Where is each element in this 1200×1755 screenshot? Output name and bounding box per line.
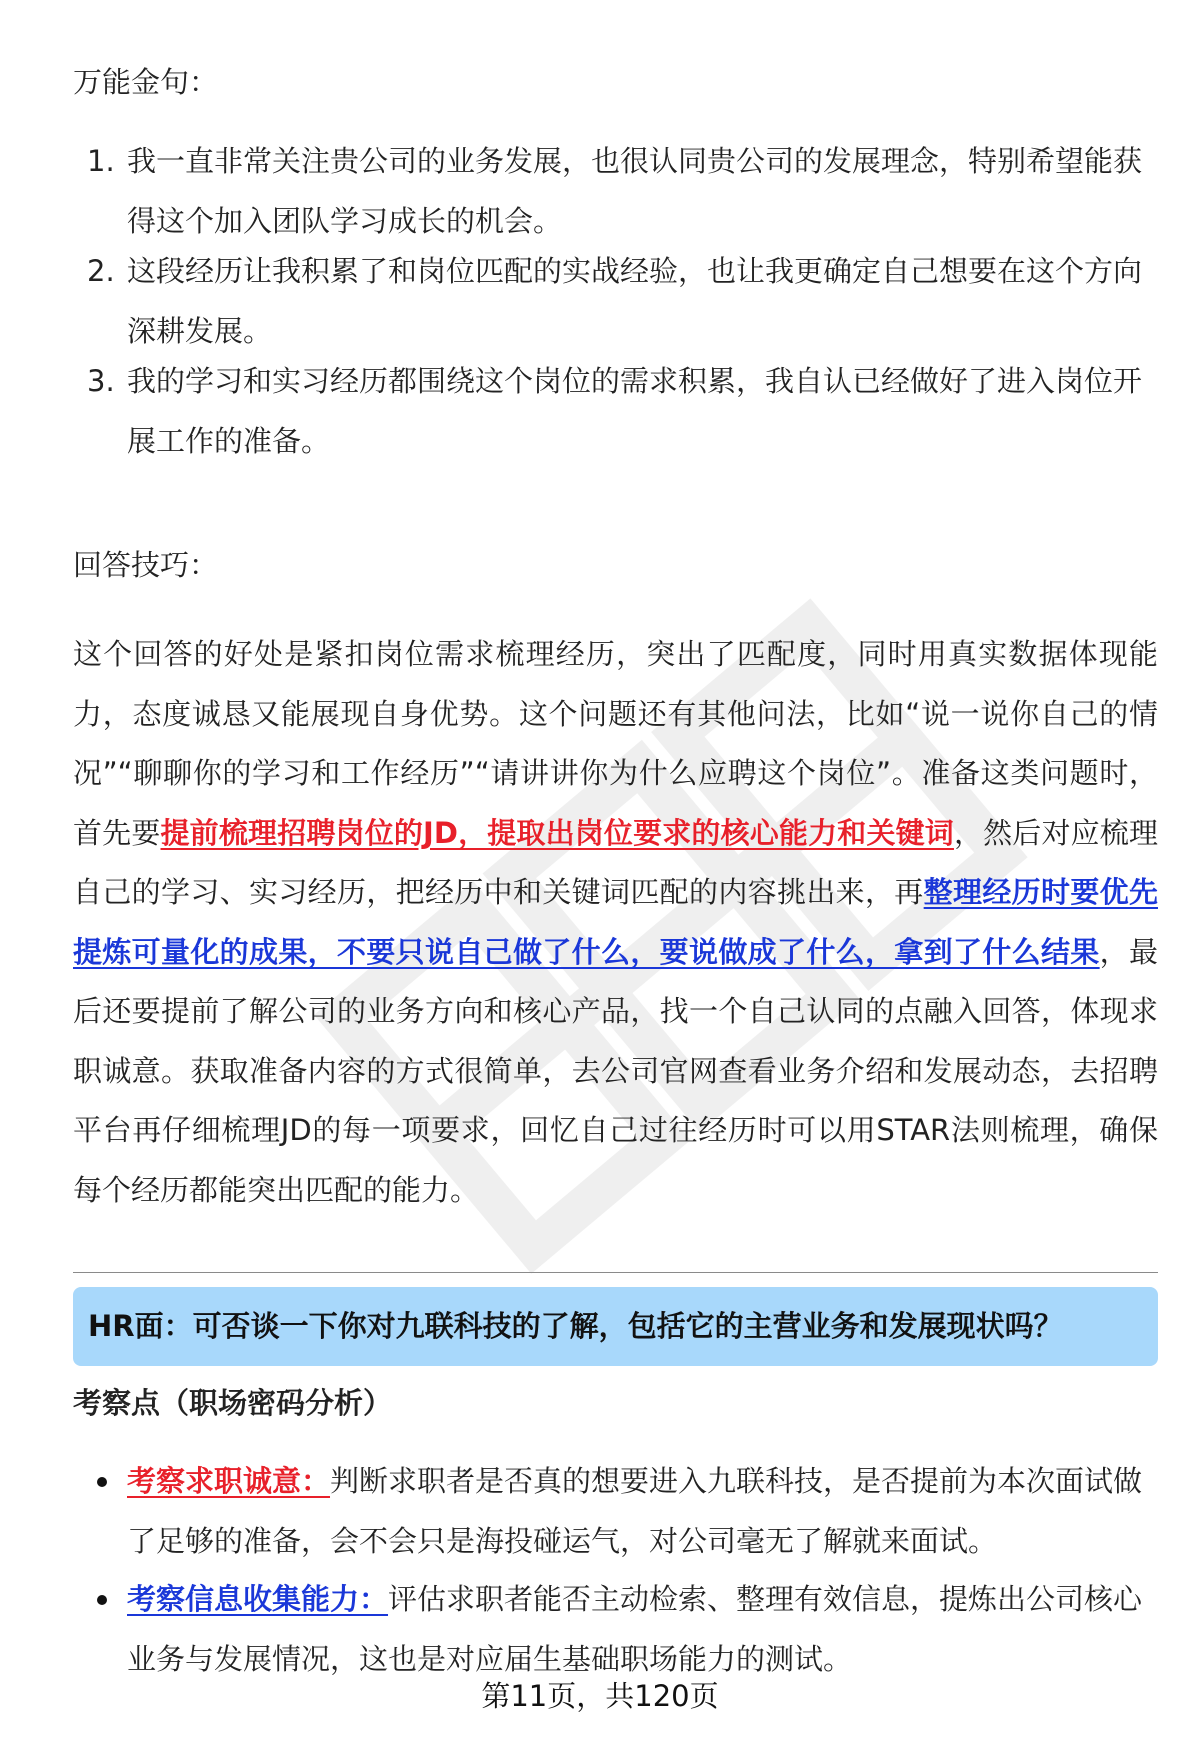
section-heading-answer-tips: 回答技巧： [73, 548, 219, 582]
section-heading-assessment-points: 考察点（职场密码分析） [73, 1386, 393, 1420]
list-item [73, 351, 1153, 471]
bullet-text: 评估求职者能否主动检索、整理有效信息，提炼出公司核心业务与发展情况，这也是对应届生基础职场能力的测试。 [127, 1582, 1143, 1676]
list-item [73, 1569, 1158, 1689]
bullet-label-red: 考察求职诚意： [127, 1464, 331, 1498]
blue-highlight-text: 整理经历时要优先提炼可量化的成果，不要只说自己做了什么，要说做成了什么，拿到了什么结果 [73, 875, 1158, 969]
golden-sentences-list [73, 131, 1153, 471]
bullet-label-blue: 考察信息收集能力： [127, 1582, 389, 1616]
bullet-dot-icon [97, 1595, 107, 1605]
list-item [73, 1451, 1158, 1571]
question-text: HR面：可否谈一下你对九联科技的了解，包括它的主营业务和发展现状吗？ [88, 1309, 1063, 1343]
list-number: 2. [87, 254, 115, 288]
list-item-text: 我的学习和实习经历都围绕这个岗位的需求积累，我自认已经做好了进入岗位开展工作的准备。 [127, 364, 1143, 458]
answer-tips-paragraph [73, 625, 1158, 1220]
red-highlight-text: 提前梳理招聘岗位的JD，提取出岗位要求的核心能力和关键词 [160, 815, 954, 850]
paragraph-text: 这个回答的好处是紧扣岗位需求梳理经历，突出了匹配度，同时用真实数据体现能力，态度诚恳又能展现自身优势。这个问题还有其他问法，比如“说一说你自己的情况”“聊聊你的学习和工作经历”“请讲讲你为什么应聘这个岗位”。准备这类问题时，首先要 [73, 637, 1158, 850]
list-item [73, 241, 1153, 361]
paragraph-text: ，然后对应梳理自己的学习、实习经历，把经历中和关键词匹配的内容挑出来，再 [73, 815, 1158, 909]
list-number: 3. [87, 364, 115, 398]
assessment-points-list [73, 1451, 1158, 1689]
section-heading-golden-sentences: 万能金句： [73, 65, 219, 99]
list-number: 1. [87, 144, 115, 178]
page-number-footer: 第11页，共120页 [481, 1679, 719, 1713]
question-banner [73, 1287, 1158, 1366]
section-divider [73, 1272, 1158, 1273]
list-item [73, 131, 1153, 251]
list-item-text: 这段经历让我积累了和岗位匹配的实战经验，也让我更确定自己想要在这个方向深耕发展。 [127, 254, 1143, 348]
bullet-dot-icon [97, 1477, 107, 1487]
bullet-text: 判断求职者是否真的想要进入九联科技，是否提前为本次面试做了足够的准备，会不会只是海投碰运气，对公司毫无了解就来面试。 [127, 1464, 1143, 1558]
paragraph-text: ，最后还要提前了解公司的业务方向和核心产品，找一个自己认同的点融入回答，体现求职诚意。获取准备内容的方式很简单，去公司官网查看业务介绍和发展动态，去招聘平台再仔细梳理JD的每一项要求，回忆自己过往经历时可以用STAR法则梳理，确保每个经历都能突出匹配的能力。 [73, 934, 1158, 1207]
list-item-text: 我一直非常关注贵公司的业务发展，也很认同贵公司的发展理念，特别希望能获得这个加入团队学习成长的机会。 [127, 144, 1143, 238]
